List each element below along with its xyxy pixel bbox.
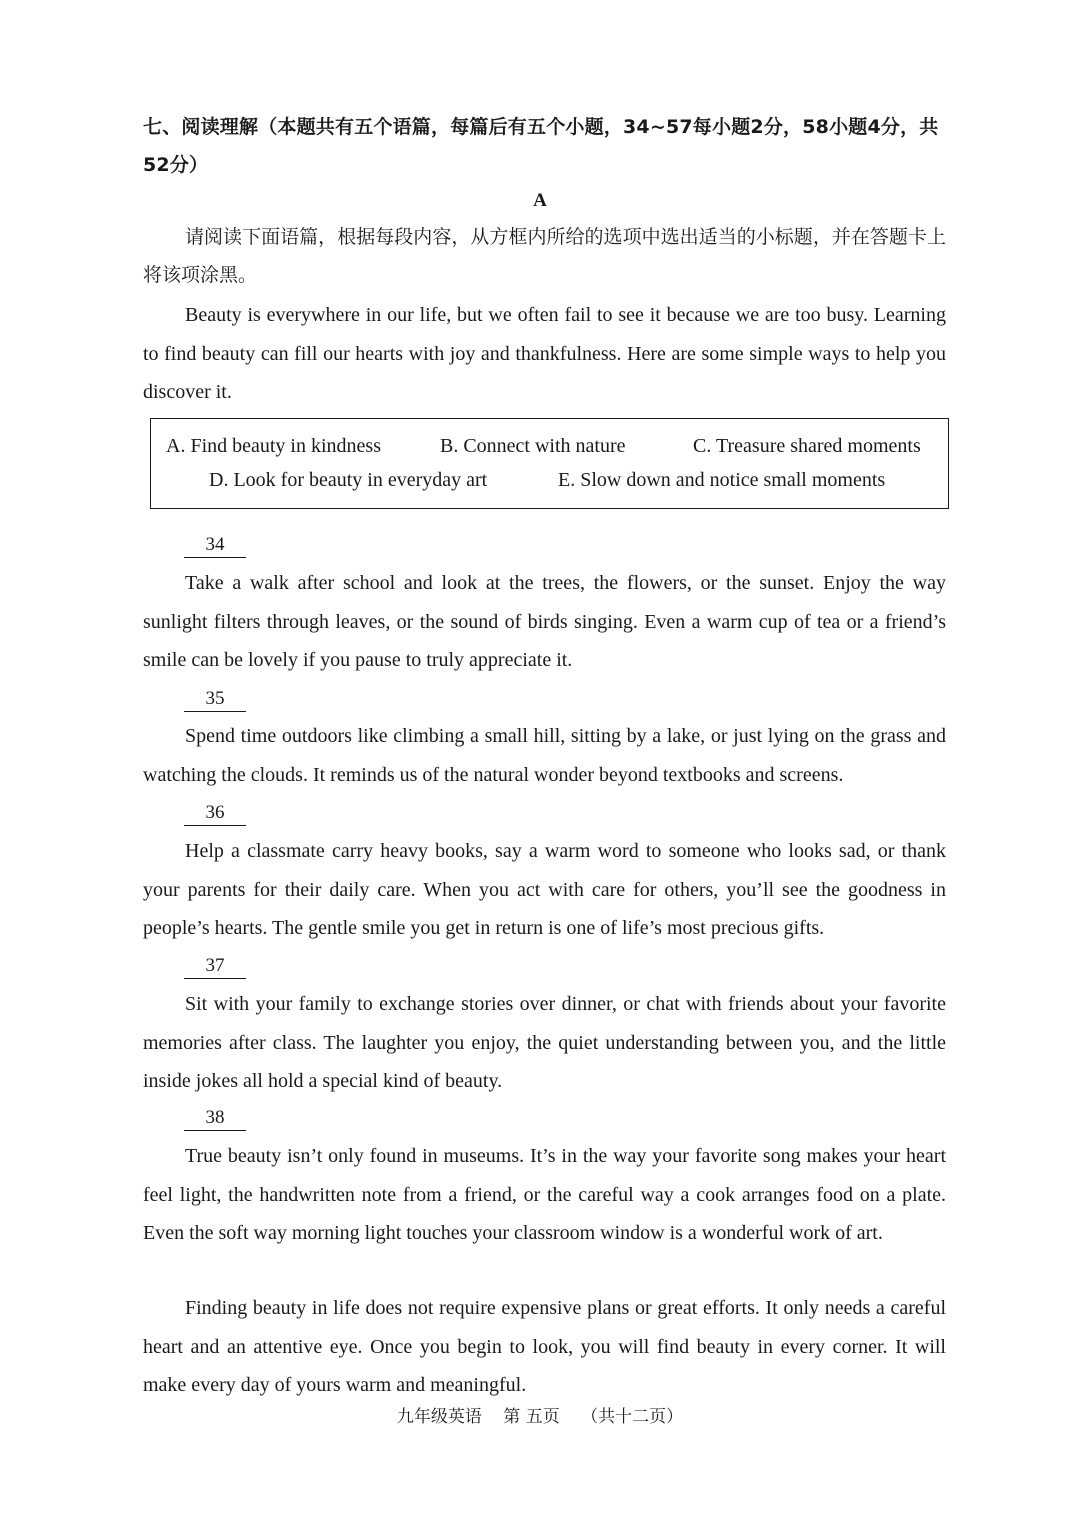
blank-37: 37: [184, 955, 246, 979]
footer-page-number: 第 五页: [503, 1407, 560, 1427]
paragraph-34: Take a walk after school and look at the trees, the flowers, or the sunset. Enjoy the way sunlight filters through leaves, or the sound of birds singing. Even a warm cup of tea or a friend’s smile can be lovely if you pause to truly appreciate it.: [143, 572, 946, 671]
instruction-text: 请阅读下面语篇，根据每段内容，从方框内所给的选项中选出适当的小标题，并在答题卡上将该项涂黑。: [143, 226, 946, 286]
paragraph-35: Spend time outdoors like climbing a small hill, sitting by a lake, or just lying on the grass and watching the clouds. It reminds us of the natural wonder beyond textbooks and screens.: [143, 725, 946, 786]
blank-35: 35: [184, 688, 246, 712]
option-a: A. Find beauty in kindness: [166, 435, 381, 457]
blank-38: 38: [184, 1107, 246, 1131]
section-heading: 七、阅读理解（本题共有五个语篇，每篇后有五个小题，34~57每小题2分，58小题4分，共52分）: [143, 116, 939, 176]
blank-34: 34: [184, 534, 246, 558]
option-c: C. Treasure shared moments: [693, 435, 921, 457]
option-d: D. Look for beauty in everyday art: [209, 469, 488, 491]
option-e: E. Slow down and notice small moments: [558, 469, 886, 491]
blank-36: 36: [184, 802, 246, 826]
option-b: B. Connect with nature: [440, 435, 626, 457]
paragraph-38: True beauty isn’t only found in museums. It’s in the way your favorite song makes your heart feel light, the handwritten note from a friend, or the careful way a cook arranges food on a plate. Even the soft way morning light touches your classroom window is a wonderful work of art.: [143, 1145, 946, 1244]
footer-total-pages: （共十二页）: [581, 1407, 684, 1427]
paragraph-36: Help a classmate carry heavy books, say a warm word to someone who looks sad, or thank your parents for their daily care. When you act with care for others, you’ll see the goodness in people’s hearts. The gentle smile you get in return is one of life’s most precious gifts.: [143, 840, 946, 939]
conclusion-paragraph: Finding beauty in life does not require expensive plans or great efforts. It only needs a careful heart and an attentive eye. Once you begin to look, you will find beauty in every corner. It will make every day of yours warm and meaningful.: [143, 1297, 946, 1396]
page-footer: [0, 1405, 1080, 1429]
passage-label: A: [533, 190, 547, 211]
intro-paragraph: Beauty is everywhere in our life, but we often fail to see it because we are too busy. Learning to find beauty can fill our hearts with joy and thankfulness. Here are some simple ways to help you discover it.: [143, 304, 946, 403]
options-box: [150, 418, 949, 509]
paragraph-37: Sit with your family to exchange stories over dinner, or chat with friends about your favorite memories after class. The laughter you enjoy, the quiet understanding between you, and the little inside jokes all hold a special kind of beauty.: [143, 993, 946, 1092]
footer-subject: 九年级英语: [396, 1407, 482, 1427]
